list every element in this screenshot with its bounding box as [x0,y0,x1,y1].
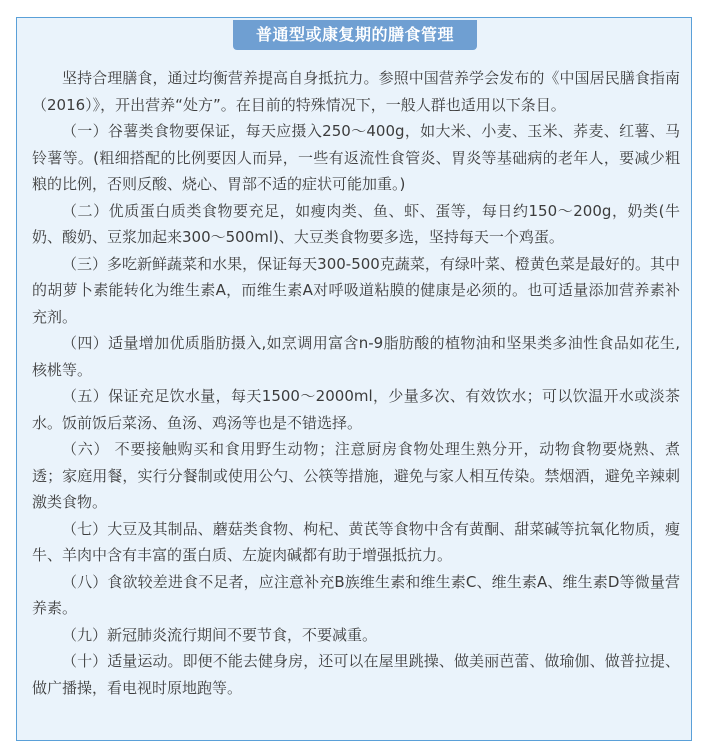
item-9-no-dieting: （九）新冠肺炎流行期间不要节食，不要减重。 [62,625,378,644]
item-1-grains: （一）谷薯类食物要保证，每天应摄入250～400g，如大米、小麦、玉米、荞麦、红薯、马铃薯等。(粗细搭配的比例要因人而异，一些有返流性食管炎、胃炎等基础病的老年人，要减少粗粮的比例，否则反酸、烧心、胃部不适的症状可能加重。) [32,122,680,193]
item-10-exercise: （十）适量运动。即便不能去健身房，还可以在屋里跳操、做美丽芭蕾、做瑜伽、做普拉提、做广播操，看电视时原地跑等。 [32,652,680,697]
item-3-vegetables-fruits: （三）多吃新鲜蔬菜和水果，保证每天300-500克蔬菜，有绿叶菜、橙黄色菜是最好的。其中的胡萝卜素能转化为维生素A，而维生素A对呼吸道粘膜的健康是必须的。也可适量添加营养素补充剂。 [32,254,680,326]
item-7-immunity-foods: （七）大豆及其制品、蘑菇类食物、枸杞、黄芪等食物中含有黄酮、甜菜碱等抗氧化物质，瘦牛、羊肉中含有丰富的蛋白质、左旋肉碱都有助于增强抵抗力。 [32,519,680,564]
intro-paragraph: 坚持合理膳食，通过均衡营养提高自身抵抗力。参照中国营养学会发布的《中国居民膳食指南（2016）》，开出营养“处方”。在目前的特殊情况下，一般人群也适用以下条目。 [32,69,680,114]
item-4-fats: （四）适量增加优质脂肪摄入,如烹调用富含n-9脂肪酸的植物油和坚果类多油性食品如花生,核桃等。 [32,334,680,379]
article-body [32,65,680,701]
item-5-water: （五）保证充足饮水量，每天1500～2000ml，少量多次、有效饮水；可以饮温开水或淡茶水。饭前饭后菜汤、鱼汤、鸡汤等也是不错选择。 [32,387,680,432]
item-8-micronutrients: （八）食欲较差进食不足者，应注意补充B族维生素和维生素C、维生素A、维生素D等微量营养素。 [32,572,680,617]
item-6-hygiene: （六） 不要接触购买和食用野生动物；注意厨房食物处理生熟分开，动物食物要烧熟、煮透；家庭用餐，实行分餐制或使用公勺、公筷等措施，避免与家人相互传染。禁烟酒，避免辛辣刺激类食物。 [32,440,680,511]
section-title: 普通型或康复期的膳食管理 [233,20,477,50]
item-2-protein: （二）优质蛋白质类食物要充足，如瘦肉类、鱼、虾、蛋等，每日约150～200g，奶类(牛奶、酸奶、豆浆加起来300～500ml)、大豆类食物要多选，坚持每天一个鸡蛋。 [32,201,680,246]
